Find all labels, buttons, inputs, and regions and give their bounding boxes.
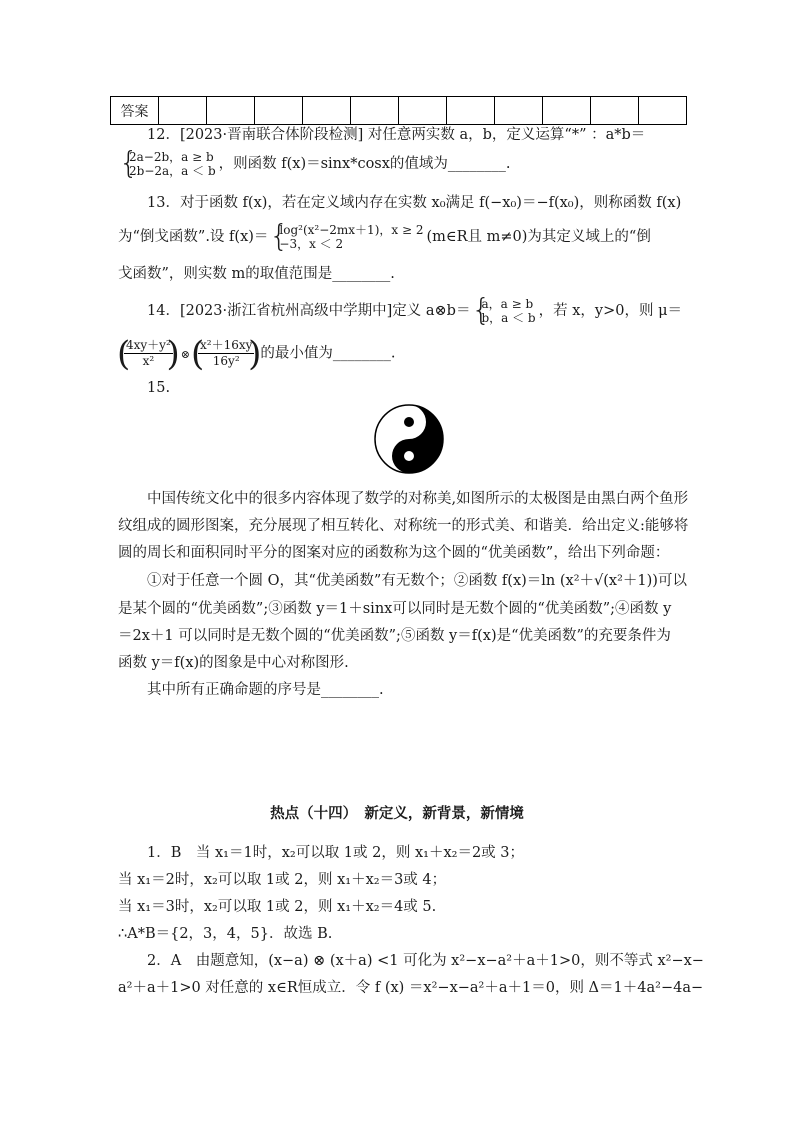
q15-para2-line4: 函数 y＝f(x)的图象是中心对称图形.: [118, 655, 349, 671]
answer-cell: [351, 97, 399, 125]
answer-cell: [639, 97, 687, 125]
q12-piecewise: [121, 150, 216, 178]
q15-para1-line1: 中国传统文化中的很多内容体现了数学的对称美,如图所示的太极图是由黑白两个鱼形: [147, 491, 689, 507]
solution1-line1: 1．B 当 x₁＝1时，x₂可以取 1或 2，则 x₁＋x₂＝2或 3；: [147, 845, 525, 861]
q14-prefix: 14．[2023·浙江省杭州高级中学期中]定义 a⊗b＝: [147, 303, 471, 319]
q14-fraction-2: [192, 338, 260, 369]
q15-para2-line2: 是某个圆的“优美函数”;③函数 y＝1＋sinx可以同时是无数个圆的“优美函数”;④函数 y: [118, 601, 672, 617]
q14-tail: 的最小值为________.: [260, 345, 396, 362]
q14-frac2-den: 16y²: [212, 354, 240, 368]
q14-piece-row2: b，a ＜ b: [481, 311, 536, 325]
q13-piece-row1: { log²(x²−2mx＋1)，x ≥ 2: [279, 223, 424, 237]
q15-number: 15.: [147, 380, 171, 396]
answer-cell: [207, 97, 255, 125]
solution2-line2: a²＋a＋1>0 对任意的 x∈R恒成立．令 f (x) ＝x²−x−a²＋a＋1＝0，则 Δ＝1＋4a²−4a−: [118, 980, 704, 996]
q14-suffix: ，若 x，y>0，则 μ＝: [538, 303, 683, 319]
q12-suffix: ，则函数 f(x)＝sinx*cosx的值域为________.: [218, 156, 511, 172]
q12-text: [147, 125, 645, 145]
solution1-line4: ∴A*B＝{2，3，4，5}．故选 B.: [118, 926, 333, 942]
taiji-yinyang-image: [373, 403, 445, 475]
answer-table: [110, 96, 687, 125]
answer-cell: [591, 97, 639, 125]
solution1-line2: 当 x₁＝2时，x₂可以取 1或 2，则 x₁＋x₂＝3或 4；: [118, 872, 447, 888]
q14-piecewise: [473, 297, 535, 325]
q12-piece-row2: 2b−2a，a ＜ b: [129, 164, 216, 178]
q14-line1: [147, 297, 682, 325]
q14-line2: [118, 338, 396, 369]
solution2-line1: 2．A 由题意知，(x−a) ⊗ (x＋a) <1 可化为 x²−x−a²＋a＋1>0，则不等式 x²−x−: [147, 953, 704, 969]
answer-cell: [495, 97, 543, 125]
answer-cell: [399, 97, 447, 125]
q13-line3: 戈函数”，则实数 m的取值范围是________.: [118, 266, 395, 282]
q14-frac2-num: ( x²＋16xy: [200, 338, 253, 352]
section-title: 热点（十四） 新定义，新背景，新情境: [270, 806, 524, 822]
q13-line1: 13．对于函数 f(x)，若在定义域内存在实数 x₀满足 f(−x₀)＝−f(x₀)，则称函数 f(x): [147, 195, 682, 211]
q12-prefix: 12．[2023·晋南联合体阶段检测] 对任意两实数 a，b，定义运算“*” ：a*b＝: [147, 127, 646, 143]
q14-operator: ⊗: [180, 347, 190, 361]
q13-line2-prefix: 为“倒戈函数”.设 f(x)＝: [118, 229, 269, 245]
answer-cell: [543, 97, 591, 125]
answer-table-header: 答案: [111, 97, 159, 125]
q15-para2-line3: ＝2x＋1 可以同时是无数个圆的“优美函数”;⑤函数 y＝f(x)是“优美函数”的充要条件为: [118, 628, 671, 644]
q12-piece-row1: { 2a−2b，a ≥ b: [129, 150, 214, 164]
q15-para1-line3: 圆的周长和面积同时平分的图案对应的函数称为这个圆的“优美函数”，给出下列命题：: [118, 545, 670, 561]
q13-line2-suffix: (m∈R且 m≠0)为其定义域上的“倒: [426, 229, 651, 245]
q13-line2: [118, 223, 651, 251]
q15-para2-line1: ①对于任意一个圆 O，其“优美函数”有无数个；②函数 f(x)＝ln (x²＋√(x²＋1))可以: [147, 573, 687, 589]
q13-piecewise: [271, 223, 423, 251]
q14-frac1-num: ( 4xy＋y²: [126, 338, 171, 352]
q14-piece-row1: { a，a ≥ b: [481, 297, 534, 311]
solution1-line3: 当 x₁＝3时，x₂可以取 1或 2，则 x₁＋x₂＝4或 5.: [118, 899, 437, 915]
answer-cell: [303, 97, 351, 125]
answer-cell: [447, 97, 495, 125]
q13-piece-row2: −3，x ＜ 2: [279, 237, 344, 251]
answer-cell: [255, 97, 303, 125]
q14-frac1-den: x²: [142, 354, 155, 368]
answer-cell: [159, 97, 207, 125]
q15-question: 其中所有正确命题的序号是________.: [147, 682, 384, 698]
q12-piecewise-line: [118, 150, 511, 178]
q15-para1-line2: 纹组成的圆形图案，充分展现了相互转化、对称统一的形式美、和谐美．给出定义:能够将: [118, 518, 689, 534]
q14-fraction-1: [118, 338, 179, 369]
